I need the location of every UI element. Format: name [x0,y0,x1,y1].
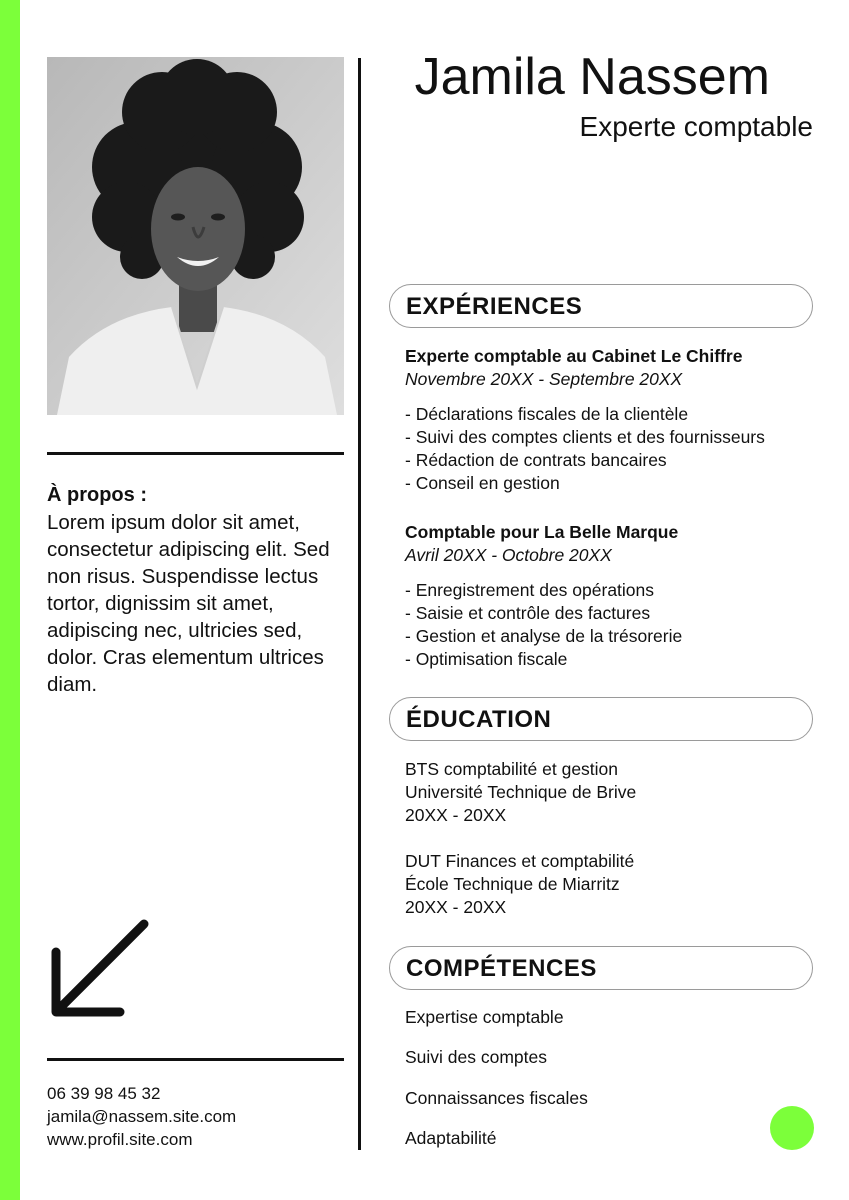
accent-sidebar-bar [0,0,20,1200]
contact-email: jamila@nassem.site.com [47,1107,237,1126]
experience-task: - Suivi des comptes clients et des fournisseurs [405,427,765,447]
experience-dates: Avril 20XX - Octobre 20XX [405,545,612,565]
profile-photo [47,57,344,415]
education-degree: BTS comptabilité et gestion [405,759,619,779]
section-title: COMPÉTENCES [406,955,597,982]
divider-bottom [47,1058,344,1061]
skill-item: Expertise comptable [405,1007,564,1027]
column-divider [358,58,361,1150]
skill-item: Suivi des comptes [405,1047,548,1067]
education-degree: DUT Finances et comptabilité [405,851,635,871]
experience-title: Comptable pour La Belle Marque [405,522,679,542]
section-header-education [389,697,813,741]
section-title: EXPÉRIENCES [406,293,583,320]
section-header-experiences [389,284,813,328]
experience-task: - Conseil en gestion [405,473,560,493]
experience-task: - Déclarations fiscales de la clientèle [405,404,689,424]
decorative-dot [770,1106,814,1150]
about-title: À propos : [47,484,147,506]
section-header-skills [389,946,813,990]
education-school: Université Technique de Brive [405,782,637,802]
experience-title: Experte comptable au Cabinet Le Chiffre [405,346,743,366]
skill-item: Connaissances fiscales [405,1088,588,1108]
education-years: 20XX - 20XX [405,805,507,825]
experience-task: - Gestion et analyse de la trésorerie [405,626,683,646]
experience-task: - Enregistrement des opérations [405,580,655,600]
experience-task: - Saisie et contrôle des factures [405,603,651,623]
contact-website: www.profil.site.com [47,1130,193,1149]
person-name: Jamila Nassem [414,48,770,106]
divider-top [47,452,344,455]
arrow-down-left-icon [44,916,154,1026]
experience-task: - Rédaction de contrats bancaires [405,450,667,470]
contact-phone: 06 39 98 45 32 [47,1084,161,1103]
experience-dates: Novembre 20XX - Septembre 20XX [405,369,683,389]
education-school: École Technique de Miarritz [405,874,620,894]
job-title: Experte comptable [579,111,813,142]
education-years: 20XX - 20XX [405,897,507,917]
experience-task: - Optimisation fiscale [405,649,568,669]
section-title: ÉDUCATION [406,706,552,733]
about-text: Lorem ipsum dolor sit amet, consectetur adipiscing elit. Sed non risus. Suspendisse lectus tortor, dignissim sit amet, adipiscing nec, ultricies sed, dolor. Cras elementum ultrices diam. [47,511,330,696]
skill-item: Adaptabilité [405,1128,497,1148]
